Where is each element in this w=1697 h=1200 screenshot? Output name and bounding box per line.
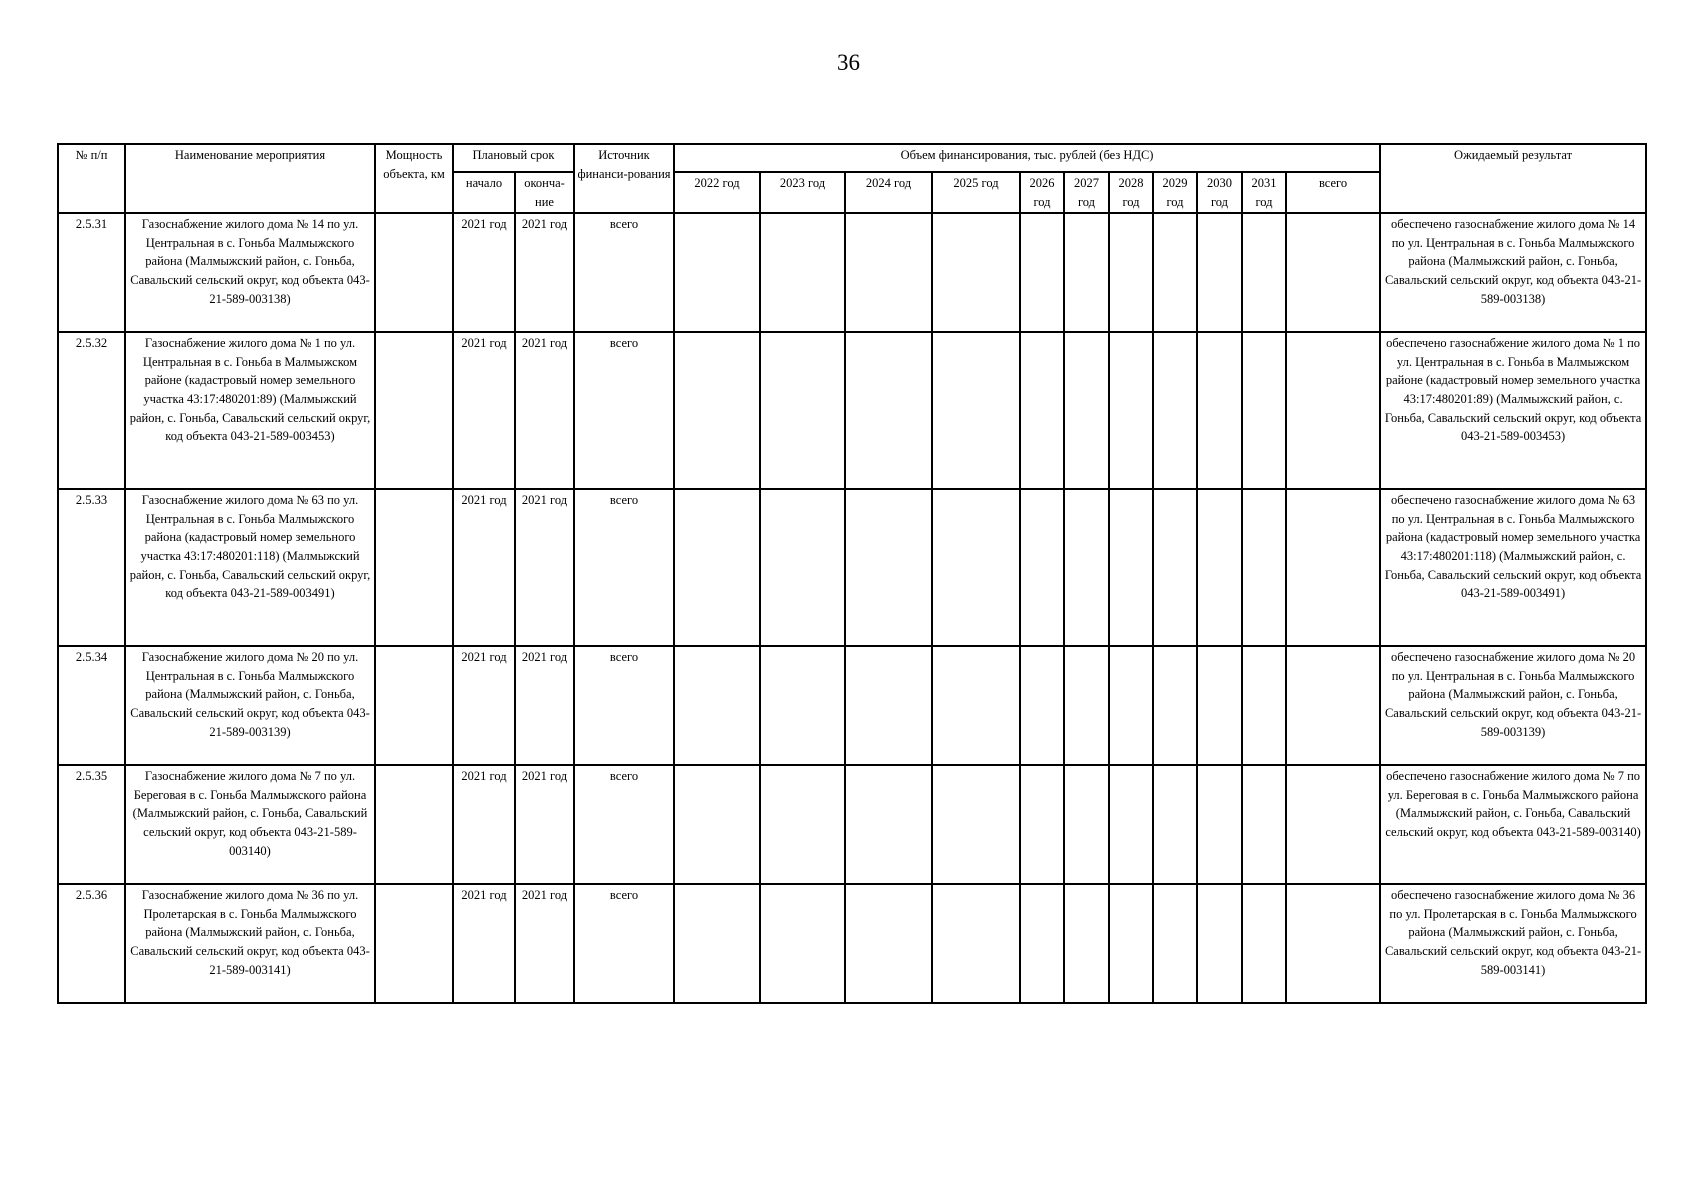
table-row: [58, 213, 1646, 332]
header-power: Мощность объекта, км: [375, 144, 453, 213]
row-name: Газоснабжение жилого дома № 14 по ул. Центральная в с. Гоньба Малмыжского района (Малмыжский район, с. Гоньба, Савальский сельский округ, код объекта 043-21-589-003138): [125, 213, 375, 332]
row-result: обеспечено газоснабжение жилого дома № 63 по ул. Центральная в с. Гоньба Малмыжского района (кадастровый номер земельного участка 43:17:480201:118) (Малмыжский район, с. Гоньба, Савальский сельский округ, код объекта 043-21-589-003491): [1380, 489, 1646, 646]
row-power: [375, 213, 453, 332]
header-year-2030: 2030 год: [1197, 172, 1242, 213]
header-source: Источник финанси-рования: [574, 144, 674, 213]
row-source: всего: [574, 489, 674, 646]
row-result: обеспечено газоснабжение жилого дома № 1 по ул. Центральная в с. Гоньба в Малмыжском районе (кадастровый номер земельного участка 43:17:480201:89) (Малмыжский район, с. Гоньба, Савальский сельский округ, код объекта 043-21-589-003453): [1380, 332, 1646, 489]
row-result: обеспечено газоснабжение жилого дома № 14 по ул. Центральная в с. Гоньба Малмыжского района (Малмыжский район, с. Гоньба, Савальский сельский округ, код объекта 043-21-589-003138): [1380, 213, 1646, 332]
table-row: [58, 332, 1646, 489]
row-cell-2029: [1153, 489, 1197, 646]
row-end: 2021 год: [515, 884, 574, 1003]
row-cell-2031: [1242, 213, 1286, 332]
row-source: всего: [574, 646, 674, 765]
row-cell-2028: [1109, 765, 1153, 884]
row-end: 2021 год: [515, 213, 574, 332]
header-year-2027: 2027 год: [1064, 172, 1109, 213]
row-power: [375, 332, 453, 489]
row-cell-2023: [760, 646, 845, 765]
header-volume: Объем финансирования, тыс. рублей (без НДС): [674, 144, 1380, 172]
header-start: начало: [453, 172, 515, 213]
header-year-2024: 2024 год: [845, 172, 932, 213]
row-end: 2021 год: [515, 765, 574, 884]
row-cell-2024: [845, 489, 932, 646]
row-cell-2028: [1109, 646, 1153, 765]
row-cell-2023: [760, 332, 845, 489]
row-cell-2028: [1109, 489, 1153, 646]
row-number: 2.5.34: [58, 646, 125, 765]
row-source: всего: [574, 213, 674, 332]
row-cell-2031: [1242, 765, 1286, 884]
header-year-2023: 2023 год: [760, 172, 845, 213]
header-name: Наименование мероприятия: [125, 144, 375, 213]
row-cell-2031: [1242, 884, 1286, 1003]
row-cell-2027: [1064, 332, 1109, 489]
row-cell-2024: [845, 765, 932, 884]
row-cell-2025: [932, 213, 1020, 332]
row-name: Газоснабжение жилого дома № 20 по ул. Центральная в с. Гоньба Малмыжского района (Малмыжский район, с. Гоньба, Савальский сельский округ, код объекта 043-21-589-003139): [125, 646, 375, 765]
page-number: 36: [837, 50, 860, 75]
row-cell-2029: [1153, 332, 1197, 489]
header-end: оконча-ние: [515, 172, 574, 213]
row-number: 2.5.36: [58, 884, 125, 1003]
row-cell-2027: [1064, 884, 1109, 1003]
row-source: всего: [574, 332, 674, 489]
row-cell-2025: [932, 489, 1020, 646]
table-row: [58, 765, 1646, 884]
row-cell-total: [1286, 489, 1380, 646]
row-number: 2.5.32: [58, 332, 125, 489]
row-cell-2028: [1109, 332, 1153, 489]
row-cell-2022: [674, 765, 760, 884]
header-total: всего: [1286, 172, 1380, 213]
row-cell-2026: [1020, 489, 1064, 646]
row-start: 2021 год: [453, 765, 515, 884]
row-cell-2022: [674, 213, 760, 332]
row-cell-2029: [1153, 213, 1197, 332]
row-number: 2.5.33: [58, 489, 125, 646]
header-num: № п/п: [58, 144, 125, 213]
row-cell-2026: [1020, 884, 1064, 1003]
row-cell-2024: [845, 884, 932, 1003]
row-number: 2.5.31: [58, 213, 125, 332]
header-year-2026: 2026 год: [1020, 172, 1064, 213]
header-year-2029: 2029 год: [1153, 172, 1197, 213]
row-result: обеспечено газоснабжение жилого дома № 20 по ул. Центральная в с. Гоньба Малмыжского района (Малмыжский район, с. Гоньба, Савальский сельский округ, код объекта 043-21-589-003139): [1380, 646, 1646, 765]
header-year-2025: 2025 год: [932, 172, 1020, 213]
row-result: обеспечено газоснабжение жилого дома № 7 по ул. Береговая в с. Гоньба Малмыжского района (Малмыжский район, с. Гоньба, Савальский сельский округ, код объекта 043-21-589-003140): [1380, 765, 1646, 884]
header-year-2028: 2028 год: [1109, 172, 1153, 213]
header-year-2022: 2022 год: [674, 172, 760, 213]
row-cell-2024: [845, 332, 932, 489]
row-cell-2030: [1197, 884, 1242, 1003]
header-year-2031: 2031 год: [1242, 172, 1286, 213]
row-start: 2021 год: [453, 213, 515, 332]
row-start: 2021 год: [453, 646, 515, 765]
row-cell-2026: [1020, 765, 1064, 884]
row-cell-2026: [1020, 213, 1064, 332]
row-cell-2025: [932, 332, 1020, 489]
row-cell-2031: [1242, 489, 1286, 646]
row-result: обеспечено газоснабжение жилого дома № 36 по ул. Пролетарская в с. Гоньба Малмыжского района (Малмыжский район, с. Гоньба, Савальский сельский округ, код объекта 043-21-589-003141): [1380, 884, 1646, 1003]
row-cell-2027: [1064, 213, 1109, 332]
row-power: [375, 646, 453, 765]
row-cell-2030: [1197, 489, 1242, 646]
row-cell-2026: [1020, 332, 1064, 489]
row-start: 2021 год: [453, 884, 515, 1003]
row-name: Газоснабжение жилого дома № 63 по ул. Центральная в с. Гоньба Малмыжского района (кадастровый номер земельного участка 43:17:480201:118) (Малмыжский район, с. Гоньба, Савальский сельский округ, код объекта 043-21-589-003491): [125, 489, 375, 646]
row-cell-2029: [1153, 646, 1197, 765]
row-name: Газоснабжение жилого дома № 36 по ул. Пролетарская в с. Гоньба Малмыжского района (Малмыжский район, с. Гоньба, Савальский сельский округ, код объекта 043-21-589-003141): [125, 884, 375, 1003]
row-cell-2027: [1064, 765, 1109, 884]
row-power: [375, 765, 453, 884]
row-cell-2030: [1197, 646, 1242, 765]
row-cell-2027: [1064, 646, 1109, 765]
row-cell-2023: [760, 884, 845, 1003]
row-cell-2022: [674, 884, 760, 1003]
row-cell-2022: [674, 489, 760, 646]
row-name: Газоснабжение жилого дома № 7 по ул. Береговая в с. Гоньба Малмыжского района (Малмыжский район, с. Гоньба, Савальский сельский округ, код объекта 043-21-589-003140): [125, 765, 375, 884]
row-cell-2023: [760, 765, 845, 884]
header-result: Ожидаемый результат: [1380, 144, 1646, 213]
row-cell-2030: [1197, 213, 1242, 332]
row-cell-total: [1286, 332, 1380, 489]
row-end: 2021 год: [515, 489, 574, 646]
row-source: всего: [574, 765, 674, 884]
row-cell-2030: [1197, 765, 1242, 884]
row-start: 2021 год: [453, 332, 515, 489]
row-number: 2.5.35: [58, 765, 125, 884]
row-cell-2027: [1064, 489, 1109, 646]
row-cell-2023: [760, 213, 845, 332]
row-cell-2024: [845, 213, 932, 332]
row-start: 2021 год: [453, 489, 515, 646]
row-name: Газоснабжение жилого дома № 1 по ул. Центральная в с. Гоньба в Малмыжском районе (кадастровый номер земельного участка 43:17:480201:89) (Малмыжский район, с. Гоньба, Савальский сельский округ, код объекта 043-21-589-003453): [125, 332, 375, 489]
row-cell-2029: [1153, 884, 1197, 1003]
row-cell-2028: [1109, 213, 1153, 332]
table-row: [58, 646, 1646, 765]
table-row: [58, 489, 1646, 646]
row-cell-2031: [1242, 332, 1286, 489]
row-cell-2024: [845, 646, 932, 765]
row-cell-2029: [1153, 765, 1197, 884]
row-cell-2022: [674, 332, 760, 489]
table-row: [58, 884, 1646, 1003]
row-cell-total: [1286, 765, 1380, 884]
row-power: [375, 489, 453, 646]
row-end: 2021 год: [515, 646, 574, 765]
row-cell-2028: [1109, 884, 1153, 1003]
row-power: [375, 884, 453, 1003]
header-period: Плановый срок: [453, 144, 574, 172]
row-cell-2025: [932, 765, 1020, 884]
row-cell-2030: [1197, 332, 1242, 489]
row-cell-2023: [760, 489, 845, 646]
row-source: всего: [574, 884, 674, 1003]
row-cell-2031: [1242, 646, 1286, 765]
financing-table: [57, 143, 1647, 1004]
row-cell-2026: [1020, 646, 1064, 765]
row-cell-2025: [932, 884, 1020, 1003]
row-cell-2022: [674, 646, 760, 765]
row-cell-total: [1286, 213, 1380, 332]
row-end: 2021 год: [515, 332, 574, 489]
row-cell-total: [1286, 646, 1380, 765]
row-cell-2025: [932, 646, 1020, 765]
row-cell-total: [1286, 884, 1380, 1003]
